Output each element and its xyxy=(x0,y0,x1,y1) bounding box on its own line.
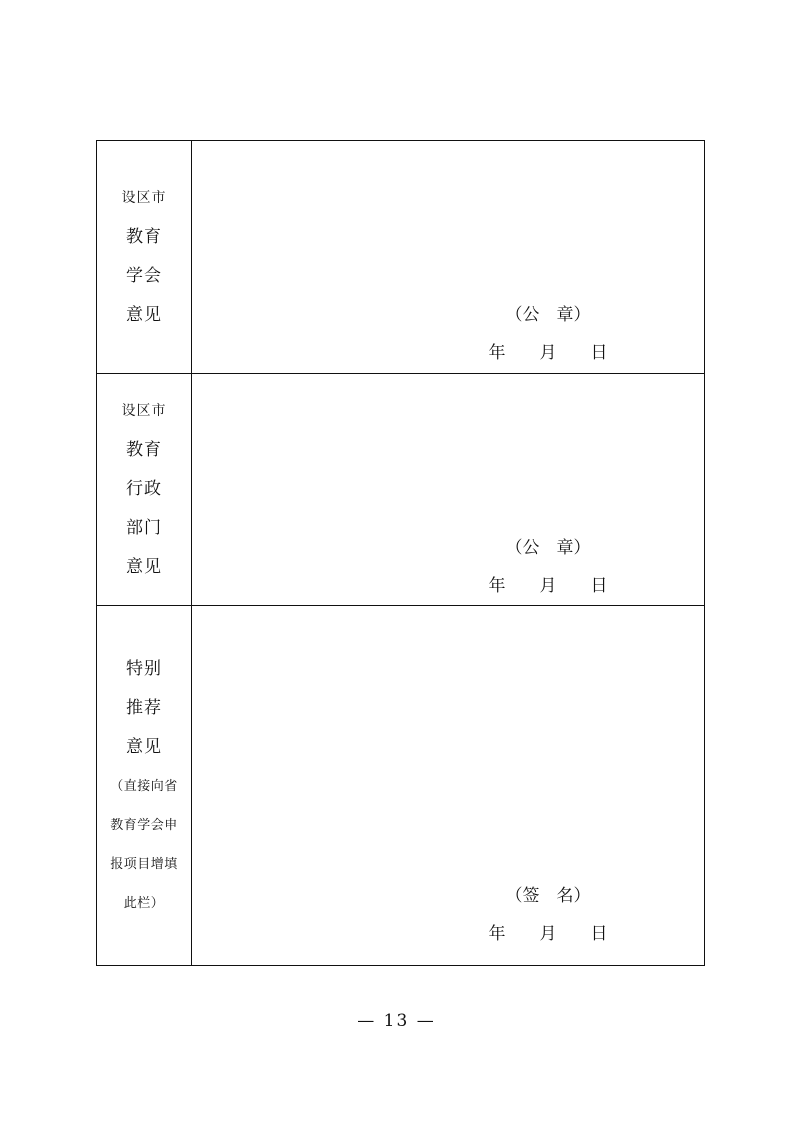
label-line: 设区市 xyxy=(121,403,167,419)
opinion-cell-special[interactable] xyxy=(192,606,705,966)
note-line: （直接向省 xyxy=(110,779,178,794)
label-stack xyxy=(97,179,191,335)
form-row-special-recommendation xyxy=(97,606,705,966)
note-line: 此栏） xyxy=(123,896,165,911)
label-line: 教育 xyxy=(126,440,162,460)
label-cell-society-opinion xyxy=(97,141,192,374)
note-line: 教育学会申 xyxy=(110,818,178,833)
opinion-cell-society[interactable] xyxy=(192,141,705,374)
label-line: 意见 xyxy=(126,737,162,757)
label-cell-special-recommendation xyxy=(97,606,192,966)
date-label: 年 月 日 xyxy=(488,343,608,363)
date-label: 年 月 日 xyxy=(488,924,608,944)
label-stack xyxy=(97,392,191,587)
form-row-admin-opinion xyxy=(97,374,705,606)
signature-date-block xyxy=(488,877,608,953)
label-line: 部门 xyxy=(126,518,162,538)
label-line: 意见 xyxy=(126,305,162,325)
opinion-form-table xyxy=(96,140,705,966)
label-cell-admin-opinion xyxy=(97,374,192,606)
label-line: 设区市 xyxy=(121,190,167,206)
page-number: — 13 — xyxy=(357,1011,436,1031)
label-line: 行政 xyxy=(126,479,162,499)
label-line: 推荐 xyxy=(126,698,162,718)
opinion-cell-admin[interactable] xyxy=(192,374,705,606)
label-line: 教育 xyxy=(126,227,162,247)
form-row-society-opinion xyxy=(97,141,705,374)
label-line: 意见 xyxy=(126,557,162,577)
seal-label: （公 章） xyxy=(505,305,591,325)
seal-date-block xyxy=(488,529,608,605)
label-stack xyxy=(97,650,191,923)
note-line: 报项目增填 xyxy=(110,857,178,872)
signature-label: （签 名） xyxy=(505,886,591,906)
label-line: 学会 xyxy=(126,266,162,286)
date-label: 年 月 日 xyxy=(488,576,608,596)
label-line: 特别 xyxy=(126,659,162,679)
seal-date-block xyxy=(488,296,608,372)
seal-label: （公 章） xyxy=(505,538,591,558)
